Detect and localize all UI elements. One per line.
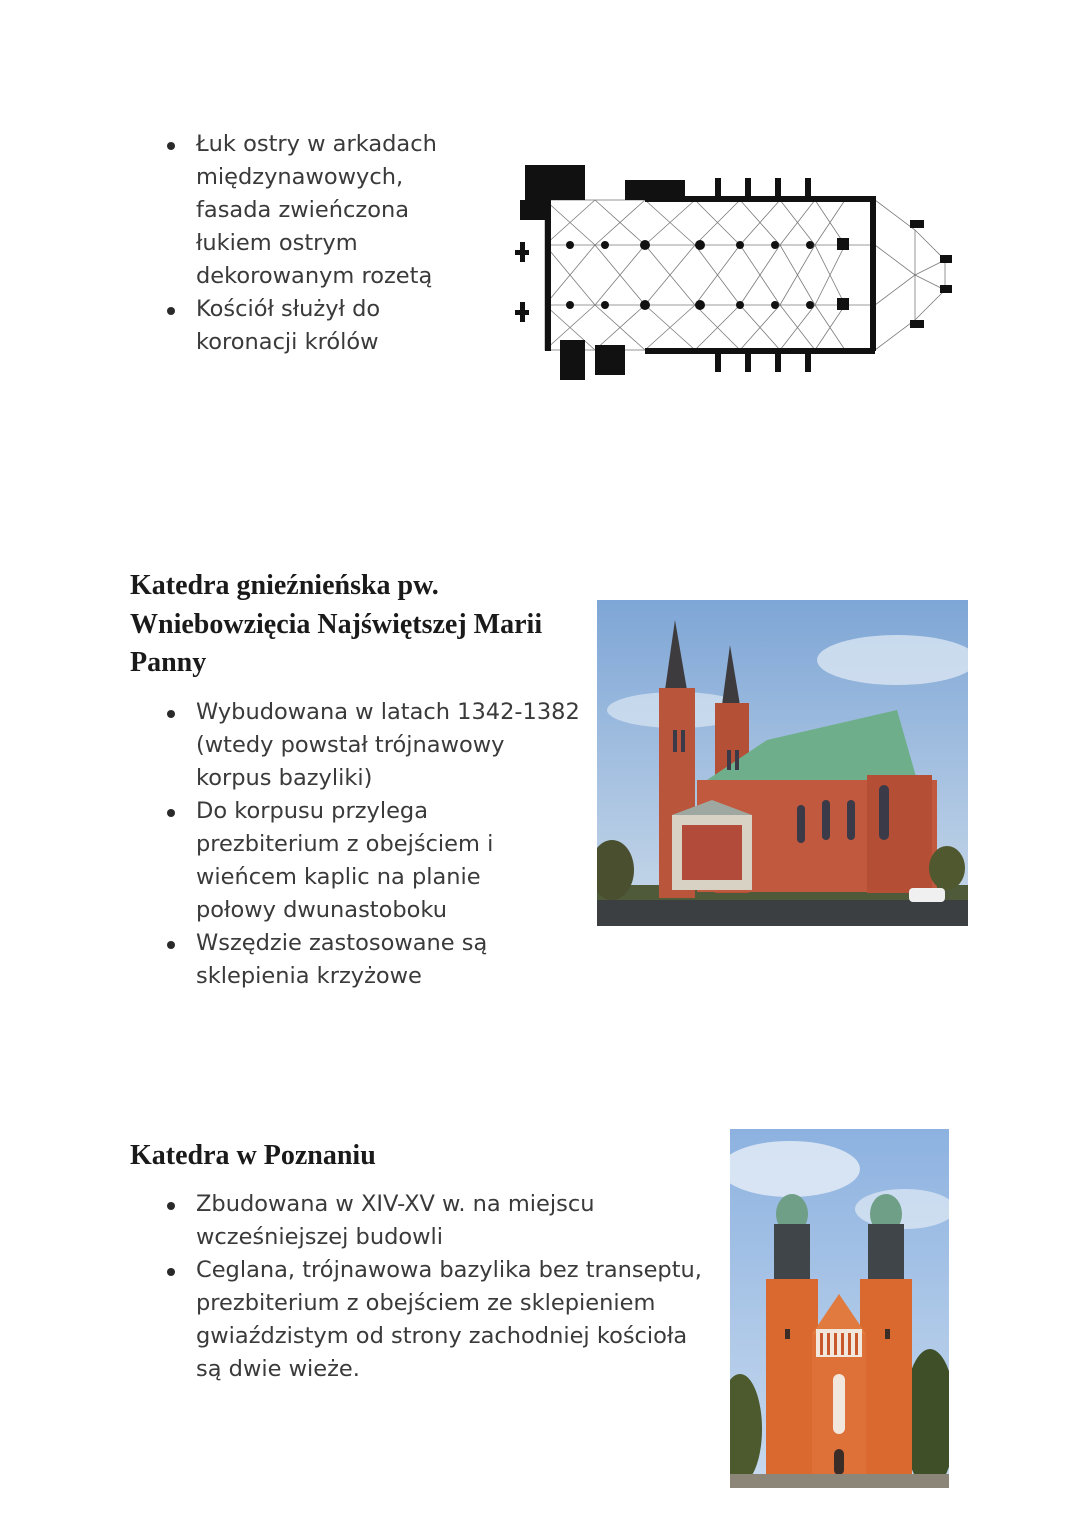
bullet-list: [130, 696, 590, 993]
section-title: Katedra gnieźnieńska pw. Wniebowzięcia Najświętszej Marii Panny: [130, 570, 543, 678]
gniezno-cathedral-photo: [597, 600, 968, 926]
bullet-item: Zbudowana w XIV-XV w. na miejscu wcześniejszej budowli: [130, 1188, 730, 1254]
bullet-item: Do korpusu przylega prezbiterium z obejściem i wieńcem kaplic na planie połowy dwunastoboku: [130, 795, 590, 927]
section-title: Katedra w Poznaniu: [130, 1140, 376, 1171]
section-1-text: [130, 128, 510, 359]
section-2-text: [130, 567, 590, 993]
bullet-item: Kościół służył do koronacji królów: [130, 293, 510, 359]
poznan-cathedral-photo: [730, 1129, 949, 1488]
bullet-item: Wybudowana w latach 1342-1382 (wtedy powstał trójnawowy korpus bazyliki): [130, 696, 590, 795]
bullet-item: Ceglana, trójnawowa bazylika bez transeptu, prezbiterium z obejściem ze sklepieniem gwiaździstym od strony zachodniej kościoła są dwie wieże.: [130, 1254, 730, 1386]
floor-plan-diagram: [515, 160, 955, 385]
bullet-item: Wszędzie zastosowane są sklepienia krzyżowe: [130, 927, 590, 993]
bullet-list: [130, 1188, 730, 1386]
bullet-item: Łuk ostry w arkadach międzynawowych, fasada zwieńczona łukiem ostrym dekorowanym rozetą: [130, 128, 510, 293]
bullet-list: [130, 128, 510, 359]
section-3-text: [130, 1137, 730, 1386]
